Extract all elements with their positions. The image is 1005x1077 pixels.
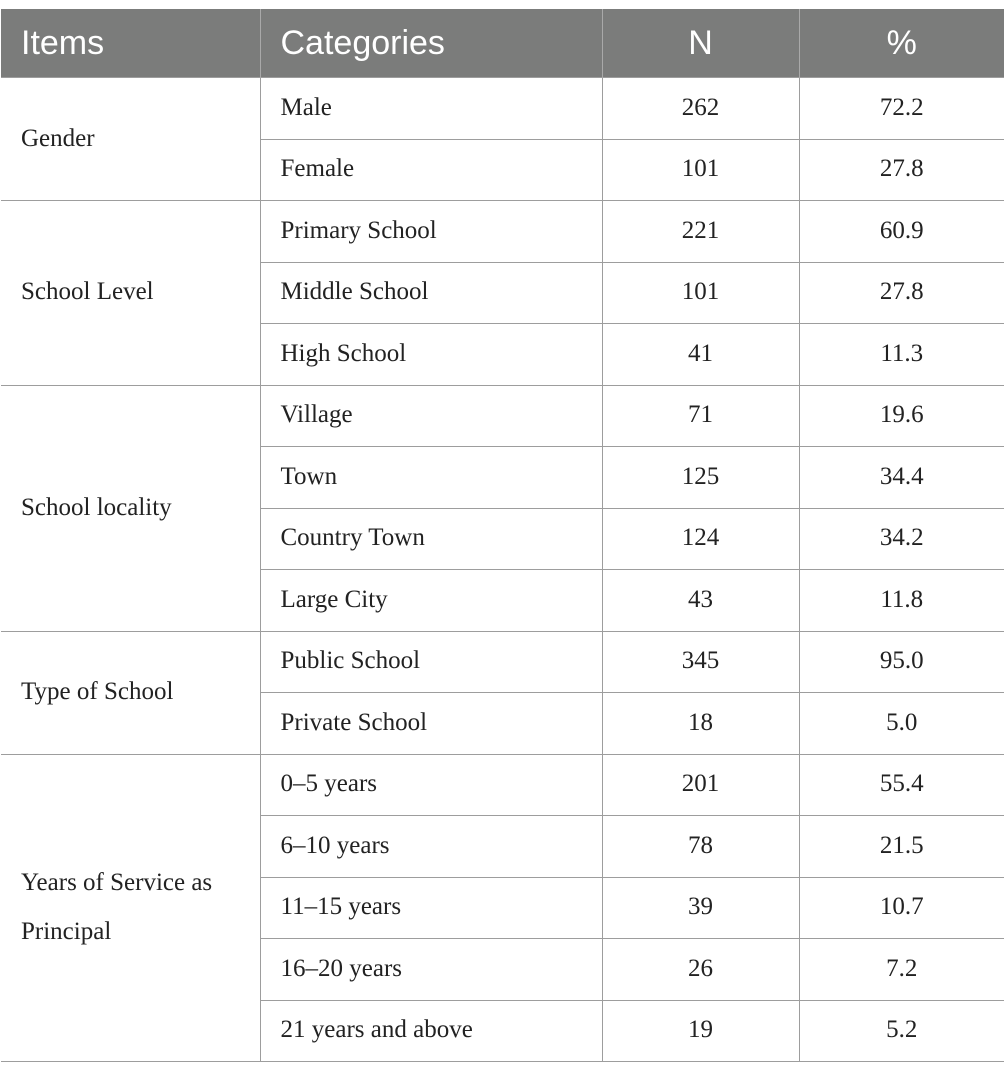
percent-cell: 21.5	[799, 816, 1004, 878]
percent-cell: 19.6	[799, 385, 1004, 447]
n-cell: 26	[602, 939, 799, 1001]
category-cell: Male	[260, 78, 602, 140]
n-cell: 71	[602, 385, 799, 447]
table-body	[1, 78, 1004, 1062]
n-cell: 19	[602, 1000, 799, 1062]
percent-cell: 11.8	[799, 570, 1004, 632]
header-percent: %	[799, 9, 1004, 78]
percent-cell: 11.3	[799, 324, 1004, 386]
percent-cell: 60.9	[799, 201, 1004, 263]
n-cell: 345	[602, 631, 799, 693]
n-cell: 41	[602, 324, 799, 386]
category-cell: Country Town	[260, 508, 602, 570]
item-cell-school-locality: School locality	[1, 385, 260, 631]
n-cell: 125	[602, 447, 799, 509]
table-row	[1, 631, 1004, 693]
percent-cell: 10.7	[799, 877, 1004, 939]
header-n: N	[602, 9, 799, 78]
category-cell: Private School	[260, 693, 602, 755]
n-cell: 18	[602, 693, 799, 755]
demographics-table	[1, 9, 1004, 1062]
category-cell: 16–20 years	[260, 939, 602, 1001]
percent-cell: 27.8	[799, 262, 1004, 324]
percent-cell: 95.0	[799, 631, 1004, 693]
n-cell: 39	[602, 877, 799, 939]
category-cell: Town	[260, 447, 602, 509]
table-header	[1, 9, 1004, 78]
percent-cell: 7.2	[799, 939, 1004, 1001]
category-cell: Village	[260, 385, 602, 447]
category-cell: Female	[260, 139, 602, 201]
table-row	[1, 754, 1004, 816]
category-cell: High School	[260, 324, 602, 386]
percent-cell: 5.2	[799, 1000, 1004, 1062]
percent-cell: 72.2	[799, 78, 1004, 140]
table-row	[1, 385, 1004, 447]
table-row	[1, 201, 1004, 263]
n-cell: 201	[602, 754, 799, 816]
item-cell-type-of-school: Type of School	[1, 631, 260, 754]
item-cell-school-level: School Level	[1, 201, 260, 386]
category-cell: Middle School	[260, 262, 602, 324]
item-cell-years-of-service: Years of Service as Principal	[1, 754, 260, 1062]
n-cell: 101	[602, 139, 799, 201]
percent-cell: 5.0	[799, 693, 1004, 755]
header-row	[1, 9, 1004, 78]
category-cell: Primary School	[260, 201, 602, 263]
item-cell-gender: Gender	[1, 78, 260, 201]
category-cell: 6–10 years	[260, 816, 602, 878]
n-cell: 124	[602, 508, 799, 570]
n-cell: 101	[602, 262, 799, 324]
header-categories: Categories	[260, 9, 602, 78]
table-row	[1, 78, 1004, 140]
n-cell: 262	[602, 78, 799, 140]
n-cell: 78	[602, 816, 799, 878]
category-cell: 11–15 years	[260, 877, 602, 939]
n-cell: 43	[602, 570, 799, 632]
category-cell: 0–5 years	[260, 754, 602, 816]
header-items: Items	[1, 9, 260, 78]
percent-cell: 34.2	[799, 508, 1004, 570]
category-cell: Large City	[260, 570, 602, 632]
category-cell: 21 years and above	[260, 1000, 602, 1062]
category-cell: Public School	[260, 631, 602, 693]
percent-cell: 27.8	[799, 139, 1004, 201]
n-cell: 221	[602, 201, 799, 263]
percent-cell: 34.4	[799, 447, 1004, 509]
percent-cell: 55.4	[799, 754, 1004, 816]
